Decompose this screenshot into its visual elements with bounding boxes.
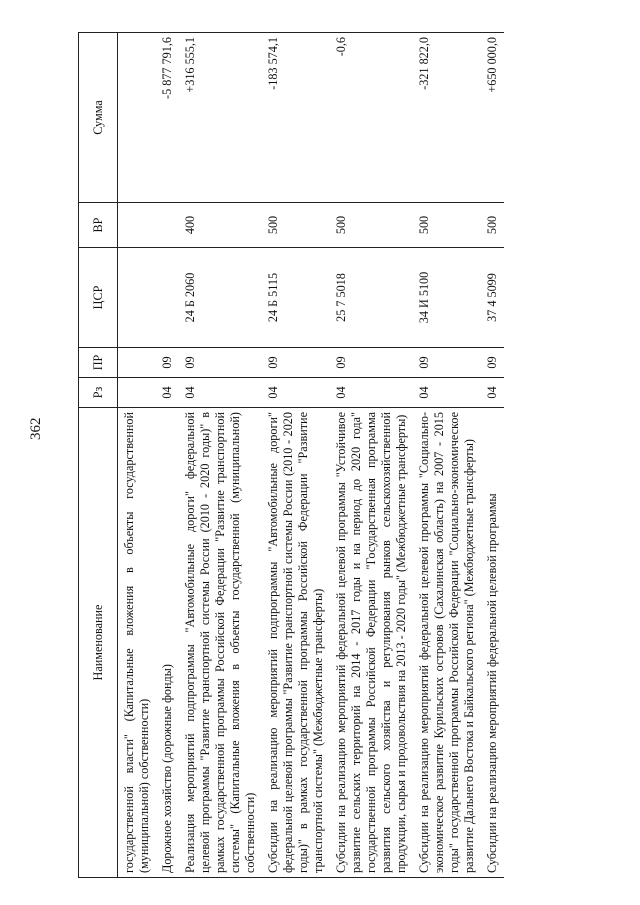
row-rz: 04 — [262, 378, 330, 408]
row-sum: -183 574,1 — [262, 33, 330, 203]
row-csr — [156, 248, 179, 348]
row-rz — [118, 378, 157, 408]
page-number: 362 — [28, 417, 44, 440]
row-sum: +650 000,0 — [481, 33, 504, 203]
header-vr: ВР — [79, 203, 118, 248]
row-name: Субсидии на реализацию мероприятий подпрограммы "Автомобильные дороги" федеральной целевой программы "Развитие транспортной системы России (2010 - 2020 годы)" в рамках государственной программы Российской Федерации "Развитие транспортной системы" (Межбюджетные трансферты) — [262, 408, 330, 878]
table-header-row — [79, 33, 118, 878]
header-name: Наименование — [79, 408, 118, 878]
table-row — [481, 33, 504, 878]
row-pr — [118, 348, 157, 378]
row-sum: -0,6 — [330, 33, 413, 203]
table-row — [262, 33, 330, 878]
row-name: государственной власти" (Капитальные вложения в объекты государственной (муниципальной) собственности) — [118, 408, 157, 878]
table-row — [413, 33, 481, 878]
table-row — [156, 33, 179, 878]
header-sum: Сумма — [79, 33, 118, 203]
row-vr — [118, 203, 157, 248]
table-row — [330, 33, 413, 878]
row-csr: 24 Б 5115 — [262, 248, 330, 348]
row-sum: -5 877 791,6 — [156, 33, 179, 203]
row-name: Реализация мероприятий подпрограммы "Автомобильные дороги" федеральной целевой программы "Развитие транспортной системы России (2010 - 2020 годы)" в рамках государственной программы Российской Федерации "Развитие транспортной системы" (Капитальные вложения в объекты государственной (муниципальной) собственности) — [179, 408, 262, 878]
row-name: Субсидии на реализацию мероприятий федеральной целевой программы "Устойчивое развитие сельских территорий на 2014 - 2017 годы и на период до 2020 года" государственной программы Российской Федерации "Государственная программа развития сельского хозяйства и регулирования рынков сельскохозяйственной продукции, сырья и продовольствия на 2013 - 2020 годы" (Межбюджетные трансферты) — [330, 408, 413, 878]
row-vr: 500 — [481, 203, 504, 248]
row-rz: 04 — [156, 378, 179, 408]
row-pr: 09 — [330, 348, 413, 378]
budget-table — [78, 32, 504, 878]
row-pr: 09 — [413, 348, 481, 378]
row-pr: 09 — [156, 348, 179, 378]
row-sum: -321 822,0 — [413, 33, 481, 203]
row-csr — [118, 248, 157, 348]
row-rz: 04 — [179, 378, 262, 408]
row-sum — [118, 33, 157, 203]
row-rz: 04 — [413, 378, 481, 408]
row-csr: 24 Б 2060 — [179, 248, 262, 348]
row-sum: +316 555,1 — [179, 33, 262, 203]
row-rz: 04 — [481, 378, 504, 408]
table-row — [118, 33, 157, 878]
header-pr: ПР — [79, 348, 118, 378]
row-csr: 34 И 5100 — [413, 248, 481, 348]
row-vr — [156, 203, 179, 248]
row-pr: 09 — [262, 348, 330, 378]
table-row — [179, 33, 262, 878]
row-vr: 500 — [262, 203, 330, 248]
row-vr: 500 — [413, 203, 481, 248]
header-rz: Рз — [79, 378, 118, 408]
row-rz: 04 — [330, 378, 413, 408]
budget-table-container — [78, 33, 588, 878]
row-pr: 09 — [179, 348, 262, 378]
row-csr: 25 7 5018 — [330, 248, 413, 348]
row-name: Дорожное хозяйство (дорожные фонды) — [156, 408, 179, 878]
row-name: Субсидии на реализацию мероприятий федеральной целевой программы "Социально-экономическое развитие Курильских островов (Сахалинская область) на 2007 - 2015 годы" государственной программы Российской Федерации "Социально-экономическое развитие Дальнего Востока и Байкальского региона" (Межбюджетные трансферты) — [413, 408, 481, 878]
row-name: Субсидии на реализацию мероприятий федеральной целевой программы — [481, 408, 504, 878]
row-vr: 500 — [330, 203, 413, 248]
header-csr: ЦСР — [79, 248, 118, 348]
row-csr: 37 4 5099 — [481, 248, 504, 348]
row-pr: 09 — [481, 348, 504, 378]
row-vr: 400 — [179, 203, 262, 248]
